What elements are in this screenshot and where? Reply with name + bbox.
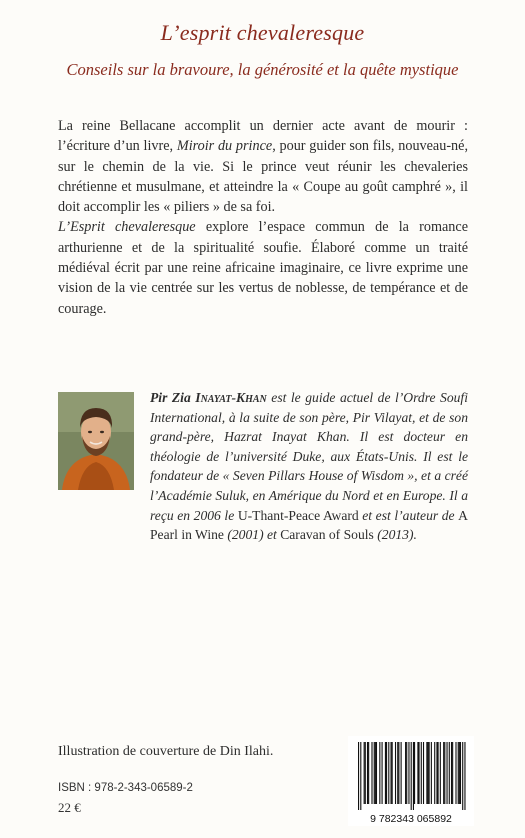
barcode-bar	[405, 742, 406, 804]
barcode-bar	[446, 742, 447, 804]
barcode-bar	[426, 742, 427, 804]
barcode-bar	[443, 742, 444, 804]
barcode-bar	[414, 742, 415, 804]
book-subtitle: Conseils sur la bravoure, la générosité et la quête mystique	[66, 60, 459, 79]
author-first-name: Pir Zia	[150, 390, 191, 405]
barcode-bar	[368, 742, 369, 804]
barcode-bar	[413, 742, 414, 810]
barcode-bar	[451, 742, 452, 804]
book-title: L’esprit chevaleresque	[160, 20, 365, 45]
barcode-bar	[459, 742, 460, 804]
author-photo	[58, 392, 134, 490]
barcode-bar	[367, 742, 368, 804]
barcode-bar	[397, 742, 398, 804]
barcode-bar	[388, 742, 389, 804]
barcode-bar	[390, 742, 391, 804]
barcode-bar	[401, 742, 402, 804]
book-reference: Miroir du prince	[176, 138, 273, 155]
barcode-bar	[458, 742, 459, 804]
barcode-bar	[411, 742, 412, 810]
author-last-name: Inayat-Khan	[195, 390, 267, 405]
barcode-bar	[360, 742, 361, 810]
barcode-bar	[417, 742, 418, 804]
blurb-paragraph-2: L’Esprit chevaleresque explore l’espace commun de la romance arthurienne et de la spiritualité soufie. Élaboré comme un traité médiéval écrit par une reine africaine imaginaire, ce livre exprime une vision de la vie centrée sur les vertus de noblesse, de tempérance et de courage.	[58, 219, 468, 317]
barcode-bar	[398, 742, 399, 804]
back-cover-blurb	[58, 116, 468, 319]
price: 22 €	[58, 800, 81, 815]
barcode-bar	[371, 742, 372, 804]
blurb-paragraph-1: La reine Bellacane accomplit un dernier acte avant de mourir : l’écriture d’un livre, Miroir du prince, pour guider son fils, nouveau-né, sur le chemin de la vie. Si le prince veut réunir les chevaleries chrétienne et musulmane, et atteindre la « Coupe au goût camphré », il doit accomplir les « piliers » de sa foi.	[58, 118, 468, 216]
barcode-bar	[386, 742, 387, 804]
barcode-bar	[429, 742, 430, 804]
barcode-bar	[376, 742, 377, 804]
barcode-bar	[365, 742, 366, 804]
award-name: U-Thant-Peace Award	[237, 507, 359, 523]
isbn: ISBN : 978-2-343-06589-2	[58, 782, 193, 794]
barcode-bar	[427, 742, 428, 804]
barcode-bar	[438, 742, 439, 804]
barcode-bar	[395, 742, 396, 804]
book-2: Caravan of Souls	[280, 527, 374, 543]
barcode-bar	[392, 742, 393, 804]
barcode-bar	[462, 742, 463, 810]
barcode-bar	[406, 742, 407, 804]
barcode-bar	[455, 742, 456, 804]
barcode-bar	[436, 742, 437, 804]
barcode-bar	[358, 742, 359, 810]
barcode-bar	[385, 742, 386, 804]
book-title-reference: L’Esprit chevaleresque	[58, 219, 196, 236]
barcode-bar	[440, 742, 441, 804]
barcode-bar	[431, 742, 432, 804]
book-1: A Pearl in Wine	[150, 507, 468, 543]
barcode-bar	[408, 742, 409, 804]
barcode-bar	[449, 742, 450, 804]
barcode-bar	[382, 742, 383, 804]
cover-illustration-credit: Illustration de couverture de Din Ilahi.	[58, 744, 274, 759]
barcode-bar	[375, 742, 376, 804]
isbn-barcode	[348, 736, 474, 826]
barcode-bar	[374, 742, 375, 804]
barcode-bar	[379, 742, 380, 804]
barcode-bar	[464, 742, 465, 810]
barcode-bar	[418, 742, 419, 804]
barcode-bar	[423, 742, 424, 804]
author-biography: Pir Zia Inayat-Khan est le guide actuel de l’Ordre Soufi International, à la suite de son père, Pir Vilayat, et de son grand-père, Hazrat Inayat Khan. Il est docteur en théologie de l’université Duke, aux États-Unis. Il est le fondateur de « Seven Pillars House of Wisdom », et a créé l’Académie Suluk, en Amérique du Nord et en Europe. Il a reçu en 2006 le U-Thant-Peace Award et est l’auteur de A Pearl in Wine (2001) et Caravan of Souls (2013).	[150, 390, 468, 543]
barcode-bar	[452, 742, 453, 804]
barcode-bar	[434, 742, 435, 804]
barcode-bar	[364, 742, 365, 804]
barcode-bar	[460, 742, 461, 804]
barcode-bar	[421, 742, 422, 804]
barcode-bar	[444, 742, 445, 804]
barcode-digits: 9 782343 065892	[370, 813, 452, 825]
